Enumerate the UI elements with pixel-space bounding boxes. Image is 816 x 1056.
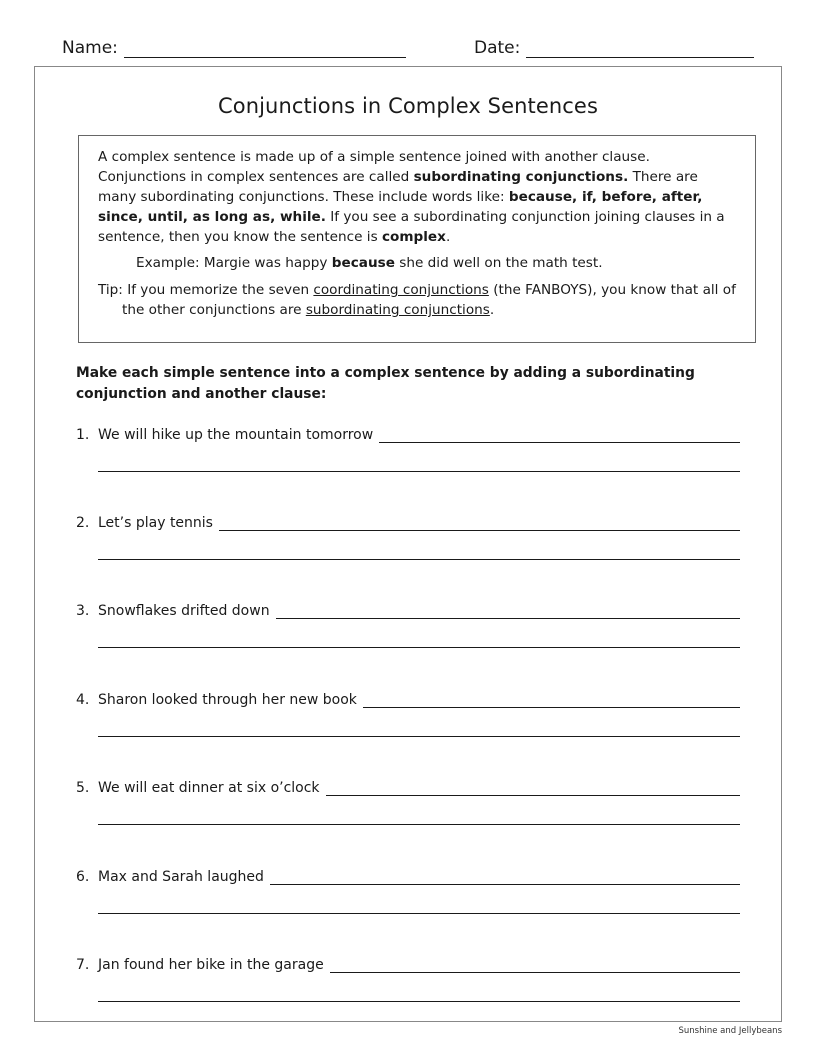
item-number: 3. (76, 603, 90, 619)
exercise-item (76, 863, 740, 914)
example-conjunction: because (331, 255, 395, 271)
explanation-paragraph (98, 147, 737, 247)
date-field-row (474, 32, 754, 58)
tip-text: Tip: If you memorize the seven (98, 282, 314, 298)
explanation-text: . (445, 229, 451, 245)
item-prompt: We will hike up the mountain tomorrow (98, 427, 374, 443)
example-text: she did well on the math test. (394, 255, 603, 271)
item-number: 6. (76, 869, 90, 885)
answer-line-continuation[interactable] (98, 913, 740, 914)
answer-line[interactable] (379, 430, 740, 443)
item-number: 2. (76, 515, 90, 531)
item-prompt: Snowflakes drifted down (98, 603, 270, 619)
tip-text: . (489, 302, 495, 318)
explanation-text: If you see a subordinating conjunction joining clauses in a sentence, then you know the sentence is (98, 209, 725, 245)
worksheet-title: Conjunctions in Complex Sentences (218, 94, 598, 118)
tip-underlined-term: coordinating conjunctions (313, 282, 489, 298)
example-sentence (98, 253, 737, 273)
explanation-text: A complex sentence is made up of a simple sentence joined with another clause. Conjunctions in complex sentences are called (98, 149, 650, 185)
answer-line[interactable] (270, 872, 740, 885)
exercise-item (76, 421, 740, 472)
item-prompt: Jan found her bike in the garage (98, 957, 324, 973)
explanation-bold-term: subordinating conjunctions. (413, 169, 629, 185)
answer-line[interactable] (276, 606, 740, 619)
answer-line-continuation[interactable] (98, 736, 740, 737)
date-label: Date: (474, 38, 521, 58)
item-number: 7. (76, 957, 90, 973)
instructions: Make each simple sentence into a complex sentence by adding a subordinating conjunction and another clause: (76, 365, 695, 402)
date-blank[interactable] (526, 39, 754, 58)
tip-paragraph (98, 280, 737, 320)
example-text: Example: Margie was happy (136, 255, 332, 271)
answer-line-continuation[interactable] (98, 647, 740, 648)
answer-line-continuation[interactable] (98, 824, 740, 825)
item-prompt: We will eat dinner at six o’clock (98, 780, 320, 796)
item-number: 4. (76, 692, 90, 708)
explanation-bold-term: complex (381, 229, 446, 245)
exercise-item (76, 686, 740, 737)
answer-line-continuation[interactable] (98, 471, 740, 472)
answer-line[interactable] (326, 783, 740, 796)
item-prompt: Max and Sarah laughed (98, 869, 264, 885)
exercise-item (76, 951, 740, 1002)
item-number: 5. (76, 780, 90, 796)
explanation-box (78, 135, 756, 343)
answer-line[interactable] (219, 518, 740, 531)
tip-text: (the FANBOYS), you know that all of the other conjunctions are (122, 282, 736, 318)
answer-line[interactable] (330, 960, 740, 973)
explanation-text: There are many subordinating conjunctions. These include words like: (98, 169, 698, 205)
answer-line[interactable] (363, 695, 740, 708)
item-prompt: Let’s play tennis (98, 515, 213, 531)
conjunction-examples: because, if, before, after, since, until, as long as, while. (98, 189, 703, 225)
item-prompt: Sharon looked through her new book (98, 692, 357, 708)
name-field-row (62, 32, 406, 58)
footer-credit: Sunshine and Jellybeans (678, 1026, 782, 1036)
exercise-item (76, 597, 740, 648)
name-blank[interactable] (124, 39, 406, 58)
answer-line-continuation[interactable] (98, 1001, 740, 1002)
exercise-item (76, 509, 740, 560)
item-number: 1. (76, 427, 90, 443)
answer-line-continuation[interactable] (98, 559, 740, 560)
tip-underlined-term: subordinating conjunctions (305, 302, 490, 318)
name-label: Name: (62, 38, 118, 58)
exercise-item (76, 774, 740, 825)
